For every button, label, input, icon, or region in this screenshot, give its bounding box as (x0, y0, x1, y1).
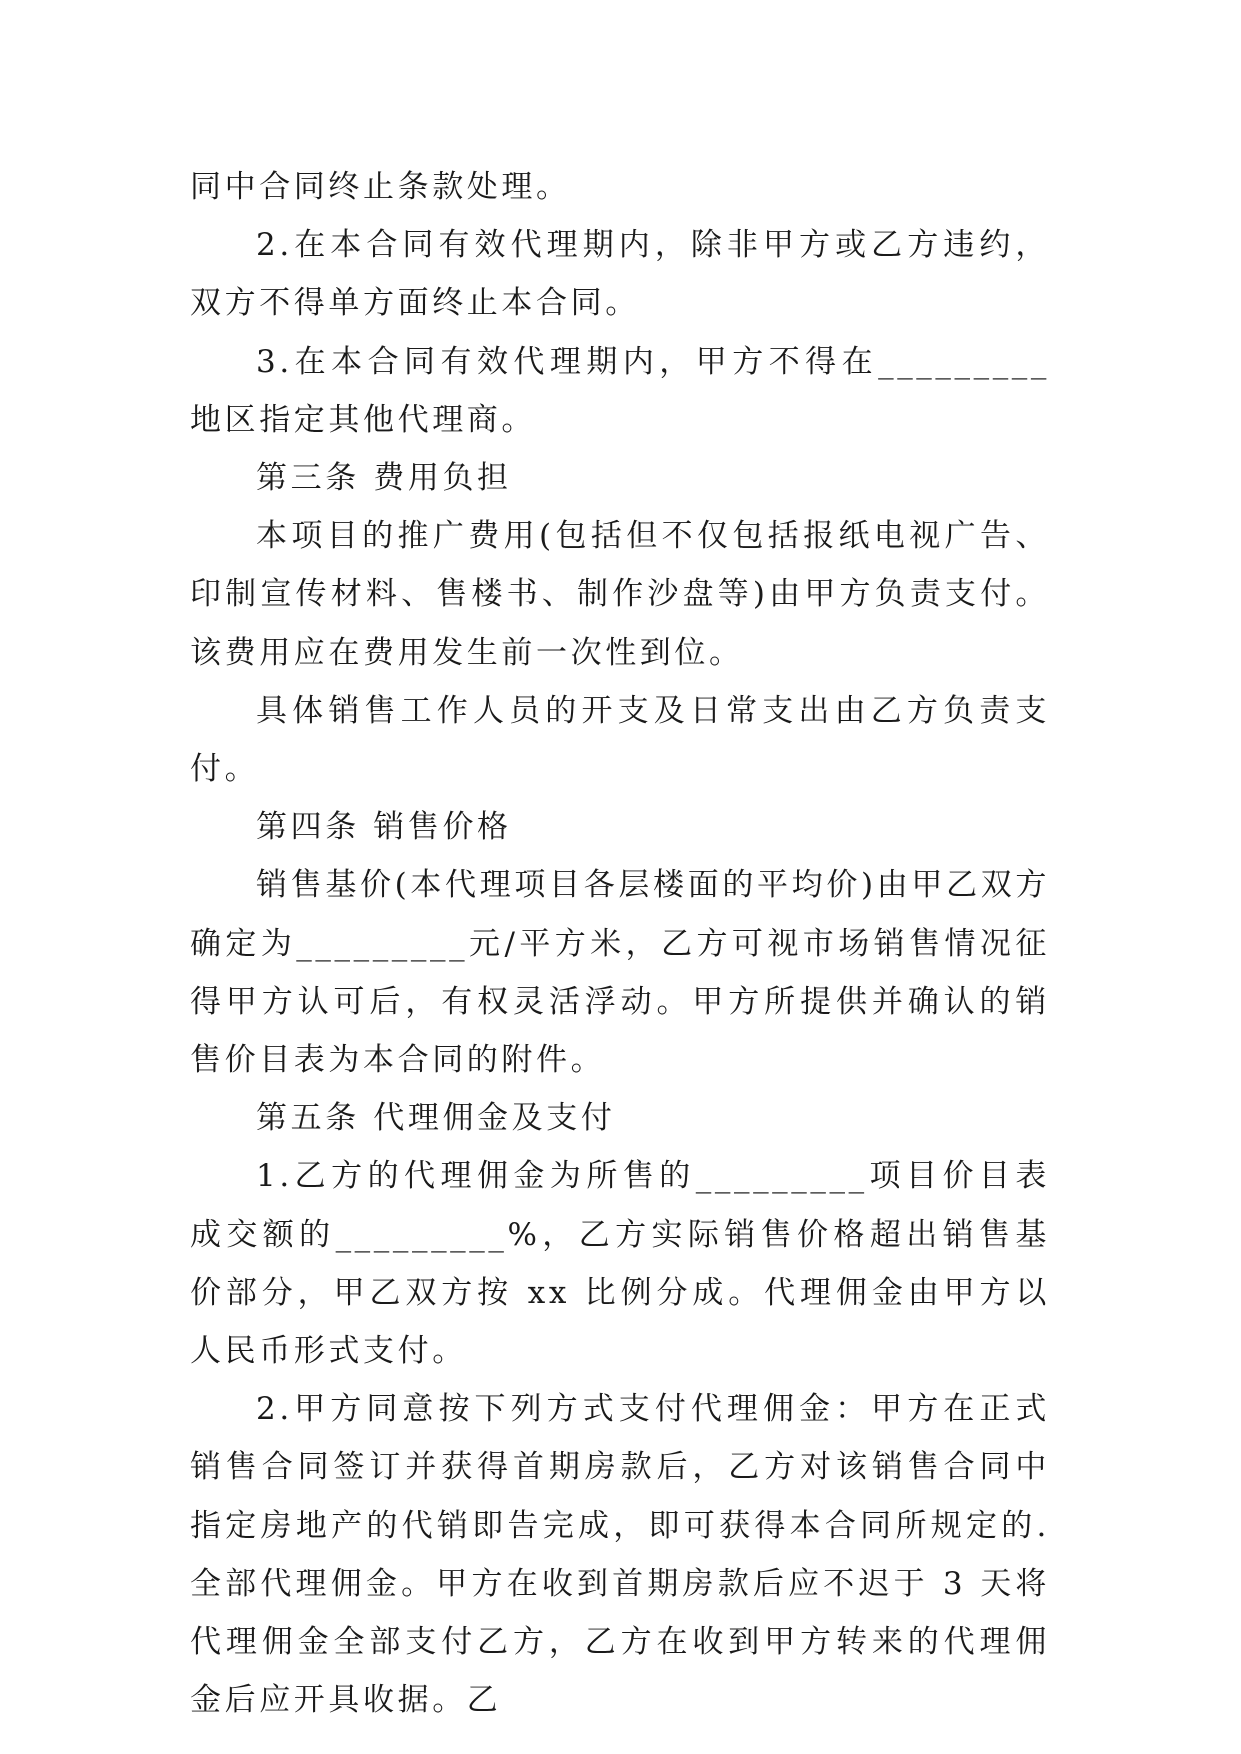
paragraph-termination-continued: 同中合同终止条款处理。 (190, 169, 571, 205)
paragraph-clause-2: 2.在本合同有效代理期内，除非甲方或乙方违约，双方不得单方面终止本合同。 (190, 227, 1050, 322)
paragraph-base-price: 销售基价(本代理项目各层楼面的平均价)由甲乙双方确定为_________元/平方米，乙方可视市场销售情况征得甲方认可后，有权灵活浮动。甲方所提供并确认的销售价目表为本合同的附件。 (190, 867, 1050, 1079)
paragraph-commission-1: 1.乙方的代理佣金为所售的_________项目价目表成交额的_________%，乙方实际销售价格超出销售基价部分，甲乙双方按 xx 比例分成。代理佣金由甲方以人民币形式支付。 (190, 1158, 1050, 1370)
paragraph-clause-3: 3.在本合同有效代理期内，甲方不得在_________地区指定其他代理商。 (190, 343, 1050, 438)
paragraph-promotion-costs: 本项目的推广费用(包括但不仅包括报纸电视广告、印制宣传材料、售楼书、制作沙盘等)由甲方负责支付。该费用应在费用发生前一次性到位。 (190, 518, 1050, 671)
article-4-heading: 第四条 销售价格 (256, 809, 512, 846)
article-5-heading: 第五条 代理佣金及支付 (256, 1100, 616, 1137)
paragraph-commission-2: 2.甲方同意按下列方式支付代理佣金：甲方在正式销售合同签订并获得首期房款后，乙方对该销售合同中指定房地产的代销即告完成，即可获得本合同所规定的.全部代理佣金。甲方在收到首期房款后应不迟于 3 天将代理佣金全部支付乙方，乙方在收到甲方转来的代理佣金后应开具收据。乙 (190, 1391, 1050, 1719)
document-body (190, 158, 1050, 1729)
article-3-heading: 第三条 费用负担 (256, 460, 512, 497)
paragraph-staff-costs: 具体销售工作人员的开支及日常支出由乙方负责支付。 (190, 692, 1050, 788)
